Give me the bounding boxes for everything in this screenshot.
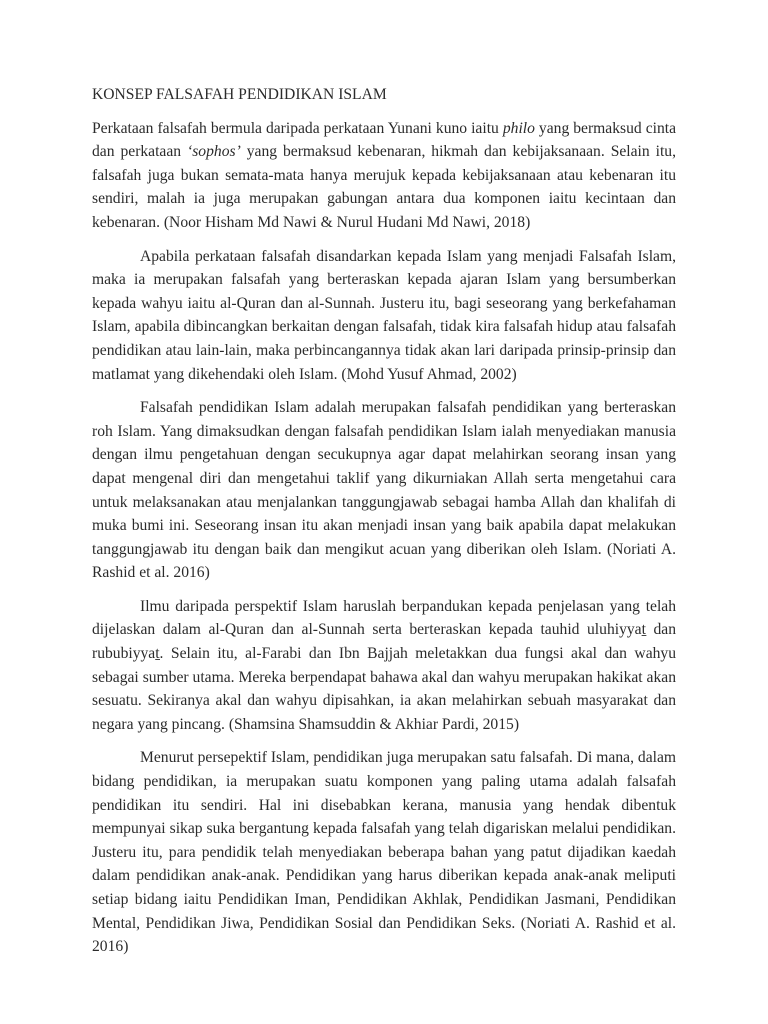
paragraph-1-text-c: yang bermaksud kebenaran, hikmah dan kebijaksanaan. Selain itu, falsafah juga bukan semata-mata hanya merujuk kepada kebijaksanaan atau kebenaran itu sendiri, malah ia juga merupakan gabungan antara dua komponen iaitu kecintaan dan kebenaran. (Noor Hisham Md Nawi & Nurul Hudani Md Nawi, 2018): [92, 143, 676, 231]
document-body: [92, 83, 676, 969]
paragraph-1: [92, 117, 676, 235]
paragraph-5: Menurut persepektif Islam, pendidikan juga merupakan satu falsafah. Di mana, dalam bidang pendidikan, ia merupakan suatu komponen yang paling utama adalah falsafah pendidikan itu sendiri. Hal ini disebabkan kerana, manusia yang hendak dibentuk mempunyai sikap suka bergantung kepada falsafah yang telah digariskan melalui pendidikan. Justeru itu, para pendidik telah menyediakan beberapa bahan yang patut dijadikan kaedah dalam pendidikan anak-anak. Pendidikan yang harus diberikan kepada anak-anak meliputi setiap bidang iaitu Pendidikan Iman, Pendidikan Akhlak, Pendidikan Jasmani, Pendidikan Mental, Pendidikan Jiwa, Pendidikan Sosial dan Pendidikan Seks. (Noriati A. Rashid et al. 2016): [92, 749, 676, 956]
paragraph-3: Falsafah pendidikan Islam adalah merupakan falsafah pendidikan yang berteraskan roh Islam. Yang dimaksudkan dengan falsafah pendidikan Islam ialah menyediakan manusia dengan ilmu pengetahuan dengan secukupnya agar dapat melahirkan seorang insan yang dapat mengenal diri dan mengetahui taklif yang dikurniakan Allah serta mengetahui cara untuk melaksanakan atau menjalankan tanggungjawab sebagai hamba Allah dan khalifah di muka bumi ini. Seseorang insan itu akan menjadi insan yang baik apabila dapat melakukan tanggungjawab itu dengan baik dan mengikut acuan yang diberikan oleh Islam. (Noriati A. Rashid et al. 2016): [92, 399, 676, 582]
paragraph-1-term-philo: philo: [502, 119, 535, 137]
paragraph-1-text-b: yang bermaksud cinta dan perkataan: [92, 119, 676, 161]
paragraph-1-term-sophos: ‘sophos’: [187, 143, 241, 161]
paragraph-4: Ilmu daripada perspektif Islam haruslah berpandukan kepada penjelasan yang telah dijelaskan dalam al-Quran dan al-Sunnah serta berteraskan kepada tauhid uluhiyyaṯ dan rububiyyaṯ. Selain itu, al-Farabi dan Ibn Bajjah meletakkan dua fungsi akal dan wahyu sebagai sumber utama. Mereka berpendapat bahawa akal dan wahyu merupakan hakikat akan sesuatu. Sekiranya akal dan wahyu dipisahkan, ia akan melahirkan sebuah masyarakat dan negara yang pincang. (Shamsina Shamsuddin & Akhiar Pardi, 2015): [92, 597, 676, 733]
paragraph-2: Apabila perkataan falsafah disandarkan kepada Islam yang menjadi Falsafah Islam, maka ia merupakan falsafah yang berteraskan kepada ajaran Islam yang bersumberkan kepada wahyu iaitu al-Quran dan al-Sunnah. Justeru itu, bagi seseorang yang berkefahaman Islam, apabila dibincangkan berkaitan dengan falsafah, tidak kira falsafah hidup atau falsafah pendidikan atau lain-lain, maka perbincangannya tidak akan lari daripada prinsip-prinsip dan matlamat yang dikehendaki oleh Islam. (Mohd Yusuf Ahmad, 2002): [92, 247, 676, 383]
document-title: KONSEP FALSAFAH PENDIDIKAN ISLAM: [92, 86, 387, 103]
paragraph-1-text-a: Perkataan falsafah bermula daripada perkataan Yunani kuno iaitu: [92, 119, 503, 137]
